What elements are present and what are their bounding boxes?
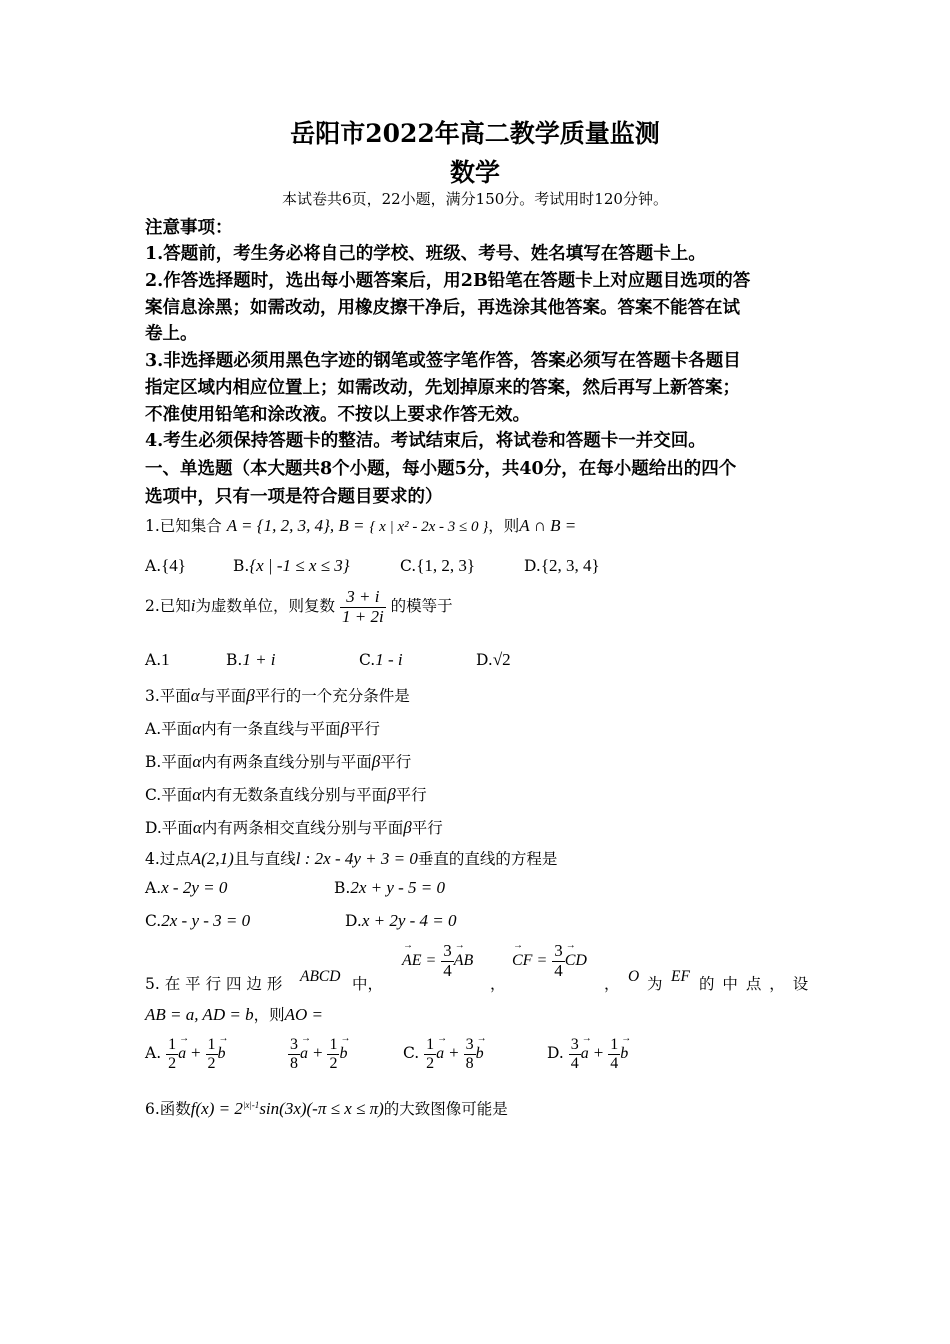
- q4-option-a: A.x - 2y = 0: [145, 878, 228, 897]
- q1-suffix: ，则: [488, 517, 520, 535]
- q3-option-a: A.平面α内有一条直线与平面β平行: [145, 719, 381, 738]
- q5-option-b: $\frac{3}{8}$ → a + $\frac{1}{2}$ → b: [288, 1036, 347, 1072]
- section-heading-line2: 选项中，只有一项是符合题目要求的）: [145, 487, 443, 507]
- q5-line2: AB = a, AD = b，则AO =: [145, 1005, 323, 1024]
- exam-title: 岳阳市2022年高二教学质量监测: [290, 119, 660, 148]
- q3-option-c: C.平面α内有无数条直线分别与平面β平行: [145, 785, 427, 804]
- note-line: 3.非选择题必须用黑色字迹的钢笔或签字笔作答，答案必须写在答题卡各题目: [145, 351, 741, 371]
- q1-option-a: A.{4}: [145, 556, 186, 575]
- q5-zhong: 中，: [352, 975, 384, 993]
- section-heading-line1: 一、单选题（本大题共8个小题，每小题5分，共40分，在每小题给出的四个: [145, 459, 737, 479]
- question-4: 4.过点A(2,1)且与直线l : 2x - 4y + 3 = 0垂直的直线的方程是: [145, 849, 558, 868]
- q1-set-b: { x | x² - 2x - 3 ≤ 0 }: [369, 519, 489, 535]
- note-line: 案信息涂黑；如需改动，用橡皮擦干净后，再选涂其他答案。答案不能答在试: [145, 298, 740, 318]
- note-line: 2.作答选择题时，选出每小题答案后，用2B铅笔在答题卡上对应题目选项的答: [145, 271, 751, 291]
- note-line: 1.答题前，考生务必将自己的学校、班级、考号、姓名填写在答题卡上。: [145, 244, 706, 264]
- notes-heading: 注意事项：: [145, 218, 233, 238]
- q5-point-o: O: [628, 968, 640, 985]
- note-line: 指定区域内相应位置上；如需改动，先划掉原来的答案，然后再写上新答案；: [145, 378, 740, 398]
- q1-set-a: A = {1, 2, 3, 4}, B =: [226, 516, 365, 535]
- q2-prefix: 2.已知: [145, 597, 191, 616]
- q5-option-a: A. $\frac{1}{2}$ → a + $\frac{1}{2}$ → b: [145, 1036, 226, 1072]
- q2-option-b: B.1 + i: [226, 650, 276, 669]
- q1-option-d: D.{2, 3, 4}: [524, 556, 600, 575]
- q4-option-b: B.2x + y - 5 = 0: [334, 878, 446, 897]
- q5-abcd: ABCD: [300, 968, 341, 985]
- question-6: 6.函数$f(x) = 2^{|x|-1}\sin(3x)(-\pi \le x \le \pi)$的大致图像可能是: [145, 1099, 508, 1118]
- question-3: 3.平面α与平面β平行的一个充分条件是: [145, 686, 410, 705]
- exam-subject: 数学: [449, 158, 500, 187]
- note-line: 卷上。: [145, 324, 198, 344]
- question-1: [145, 514, 576, 536]
- q2-mid: 为虚数单位，则复数: [195, 597, 336, 616]
- exam-info: 本试卷共6页，22小题，满分150分。考试用时120分钟。: [282, 190, 668, 208]
- q1-option-b: B.{x | -1 ≤ x ≤ 3}: [233, 556, 350, 575]
- q5-cf-expr: → CF = $\frac{3}{4}$ → CD: [512, 942, 587, 980]
- q5-ae-expr: → AE = $\frac{3}{4}$ → AB: [402, 942, 473, 980]
- q4-option-d: D.x + 2y - 4 = 0: [345, 911, 457, 930]
- exam-page: 岳阳市2022年高二教学质量监测 数学 本试卷共6页，22小题，满分150分。考试用时120分钟。 注意事项： 1.答题前，考生务必将自己的学校、班级、考号、姓名填写在答题卡上。 2.作答选择题时，选出每小题答案后，用2B铅笔在答题卡上对应题目选项的答 案信息涂黑；如需改动，用橡皮擦干净后，再选涂其他答案。答案不能答在试 卷上。 3.非选择题必须用黑色字迹的钢笔或签字笔作答，答案必须写在答题卡各题目 指定区域内相应位置上；如需改动，先划掉原来的答案，然后再写上新答案； 不准使用铅笔和涂改液。不按以上要求作答无效。 4.考生必须保持答题卡的整洁。考试结束后，将试卷和答题卡一并交回。 一、单选题（本大题共8个小题，每小题5分，共40分，在每小题给出的四个 选项中，只有一项是符合题目要求的） 1.已知集合 A = {1, 2, 3, 4}, B = { x | x² - 2x - 3 ≤ 0 }，则A ∩ B = A.{4} B.{x | -1 ≤ x ≤ 3} C.{1, 2, 3} D.{2, 3, 4} 2.已知i为虚数单位，则复数 $\frac{3 + i}{1 + 2i}$ 的模等于 A.1 B.1 + i C.1 - i D.√2 3.平面α与平面β平行的一个充分条件是 A.平面α内有一条直线与平面β平行 B.平面α内有两条直线分别与平面β平行 C.平面α内有无数条直线分别与平面β平行 D.平面α内有两条相交直线分别与平面β平行 4.过点A(2,1)且与直线l : 2x - 4y + 3 = 0垂直的直线的方程是 A.x - 2y = 0 B.2x + y - 5 = 0 C.2x - y - 3 = 0 D.x + 2y - 4 = 0 5. 在 平 行 四 边 形 ABCD 中， → AE = $\frac{3}{4}$ → AB ， → CF = $\frac{3}{4}$ → CD ， O 为 EF 的 中 点 ， 设 AB = a, AD = b，则AO = A. $\frac{1}{2}$ → a + $\frac{1}{2}$ → b $\frac{3}{8}$ → a + $\frac{1}{2}$ → b C. $\frac{1}{2}$ → a + $\frac{3}{8}$ → b D. $\frac{3}{4}$ → a + $\frac{1}{4}$ → b 6.函数$f(x) = 2^{|x|-1}\sin(3x)(-\pi \le x \le \pi)$的大致图像可能是: [0, 0, 950, 1344]
- note-line: 4.考生必须保持答题卡的整洁。考试结束后，将试卷和答题卡一并交回。: [145, 431, 706, 451]
- q5-ef: EF: [671, 968, 690, 985]
- q5-option-c: C. $\frac{1}{2}$ → a + $\frac{3}{8}$ → b: [403, 1036, 484, 1072]
- note-line: 不准使用铅笔和涂改液。不按以上要求作答无效。: [145, 405, 530, 425]
- q2-option-c: C.1 - i: [359, 650, 403, 669]
- q2-fraction: $\frac{3 + i}{1 + 2i}$: [341, 587, 384, 626]
- q5-option-d: D. $\frac{3}{4}$ → a + $\frac{1}{4}$ → b: [547, 1036, 628, 1072]
- q4-option-c: C.2x - y - 3 = 0: [145, 911, 251, 930]
- q2-option-d: D.√2: [476, 650, 511, 669]
- question-2: [145, 588, 453, 626]
- q2-suffix: 的模等于: [390, 597, 453, 616]
- q1-prefix: 1.已知集合: [145, 517, 222, 535]
- q1-expr: A ∩ B =: [519, 516, 577, 535]
- q3-option-d: D.平面α内有两条相交直线分别与平面β平行: [145, 818, 443, 837]
- q5-prefix: 5. 在 平 行 四 边 形: [145, 975, 283, 993]
- q2-option-a: A.1: [145, 650, 170, 669]
- q1-option-c: C.{1, 2, 3}: [400, 556, 476, 575]
- q2-i: i: [190, 596, 196, 616]
- q3-option-b: B.平面α内有两条直线分别与平面β平行: [145, 752, 412, 771]
